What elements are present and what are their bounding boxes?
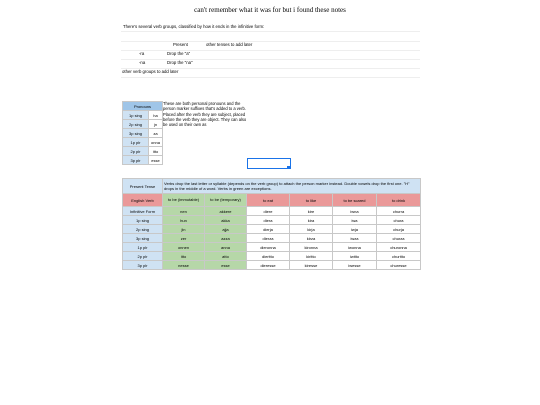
row-label[interactable]: 2p sing [123,225,163,234]
conjugation-cell[interactable]: kironna [290,243,333,252]
pronoun-person[interactable]: 3p sing [123,129,149,138]
pronouns-table [122,101,163,165]
conjugation-cell[interactable]: esse [205,261,247,270]
conjugation-cell[interactable]: diere [247,207,290,216]
conjugation-cell[interactable]: churza [377,234,421,243]
col-header[interactable]: to eat [247,194,290,207]
row-label[interactable]: Infinitive Form [123,207,163,216]
group-rule: Drop the "na" [167,60,193,65]
conjugation-cell[interactable]: iwa [333,216,377,225]
conjugation-table [122,178,421,270]
other-groups-note: other verb groups to add later [122,69,179,74]
pronoun-form[interactable]: esse [149,156,163,165]
table-row [123,243,421,252]
conjugation-cell[interactable]: churra [377,207,421,216]
conjugation-cell[interactable]: churitto [377,252,421,261]
conjugation-cell[interactable]: iwza [333,234,377,243]
page-title: can't remember what it was for but i found these notes [194,6,346,14]
conjugation-cell[interactable]: iwitto [333,252,377,261]
conjugation-cell[interactable]: diera [247,216,290,225]
col-header[interactable]: to be scared [333,194,377,207]
conjugation-cell[interactable]: dierza [247,234,290,243]
conjugation-cell[interactable]: iwna [333,207,377,216]
conjugation-cell[interactable]: nen [163,207,205,216]
col-header[interactable]: to like [290,194,333,207]
conjugation-cell[interactable]: kiresse [290,261,333,270]
pronouns-header[interactable]: Pronouns [123,102,163,111]
conjugation-cell[interactable]: kire [290,207,333,216]
conjugation-cell[interactable]: itto [163,252,205,261]
present-label: Present [173,42,188,47]
pronoun-person[interactable]: 1p sing [123,111,149,120]
conjugation-cell[interactable]: churonna [377,243,421,252]
table-row [123,207,421,216]
table-row [123,120,163,129]
table-row [123,261,421,270]
pronoun-form[interactable]: za [149,129,163,138]
pronoun-person[interactable]: 1p plr [123,138,149,147]
intro-text: There's several verb groups, classified by how it ends in the infinitive form: [123,24,265,29]
conjugation-cell[interactable]: akkere [205,207,247,216]
conjugation-cell[interactable]: anna [205,243,247,252]
other-tenses-note: other tenses to add later [206,42,253,47]
col-header[interactable]: to drink [377,194,421,207]
table-row [123,129,163,138]
fill-handle[interactable] [287,166,290,169]
conjugation-cell[interactable]: zer [163,234,205,243]
conjugation-cell[interactable]: dieritto [247,252,290,261]
col-header[interactable]: English Verb [123,194,163,207]
group-ending: -ra [139,51,145,56]
conjugation-cell[interactable]: iwja [333,225,377,234]
pronoun-person[interactable]: 3p plr [123,156,149,165]
conjugation-cell[interactable]: ajja [205,225,247,234]
pronoun-form[interactable]: itto [149,147,163,156]
pronouns-note: These are both personal pronouns and the person marker suffixes that's added to a verb. Placed after the verb they are subject, placed before the verb they are object. They can also be used on their own as [163,101,247,128]
grid-line [121,41,420,42]
grid-line [121,59,420,60]
conjugation-cell[interactable]: nesse [163,261,205,270]
conjugation-description[interactable]: Verbs drop the last letter or syllable (depends on the verb group) to attach the person marker instead. Double vowels drop the first one. "H" drops in the middle of a word. Verbs in green are exceptions. [163,179,421,194]
conjugation-cell[interactable]: kira [290,216,333,225]
conjugation-cell[interactable]: akka [205,216,247,225]
table-row [123,234,421,243]
conjugation-cell[interactable]: chura [377,216,421,225]
conjugation-cell[interactable]: iwesse [333,261,377,270]
row-label[interactable]: 3p plr [123,261,163,270]
table-row [123,252,421,261]
table-row [123,147,163,156]
col-header[interactable]: to be (immutable) [163,194,205,207]
pronoun-form[interactable]: onna [149,138,163,147]
conjugation-body [123,207,421,270]
conjugation-cell[interactable]: kirza [290,234,333,243]
header-row [123,194,421,207]
tense-label[interactable]: Present Tense [123,179,163,194]
row-label[interactable]: 1p sing [123,216,163,225]
group-rule: Drop the "a" [167,51,191,56]
grid-line [121,50,420,51]
pronoun-person[interactable]: 2p sing [123,120,149,129]
table-row [123,138,163,147]
selected-cell[interactable] [247,158,291,169]
conjugation-cell[interactable]: onnen [163,243,205,252]
conjugation-cell[interactable]: churesse [377,261,421,270]
row-label[interactable]: 2p plr [123,252,163,261]
col-header[interactable]: to be (temporary) [205,194,247,207]
pronoun-form[interactable]: ha [149,111,163,120]
table-row [123,216,421,225]
conjugation-cell[interactable]: hun [163,216,205,225]
conjugation-cell[interactable]: dieresse [247,261,290,270]
row-label[interactable]: 3p sing [123,234,163,243]
table-row [123,156,163,165]
spreadsheet[interactable] [121,22,420,280]
conjugation-cell[interactable]: dieronna [247,243,290,252]
pronoun-form[interactable]: jn [149,120,163,129]
table-row [123,111,163,120]
row-label[interactable]: 1p plr [123,243,163,252]
conjugation-cell[interactable]: jin [163,225,205,234]
conjugation-cell[interactable]: iwonna [333,243,377,252]
pronoun-person[interactable]: 2p plr [123,147,149,156]
grid-line [121,77,420,78]
conjugation-cell[interactable]: dierja [247,225,290,234]
conjugation-cell[interactable]: kirja [290,225,333,234]
grid-line [121,31,420,32]
conjugation-cell[interactable]: kiritto [290,252,333,261]
conjugation-cell[interactable]: churja [377,225,421,234]
table-row [123,225,421,234]
conjugation-cell[interactable]: atto [205,252,247,261]
group-ending: -na [139,60,146,65]
conjugation-cell[interactable]: azza [205,234,247,243]
